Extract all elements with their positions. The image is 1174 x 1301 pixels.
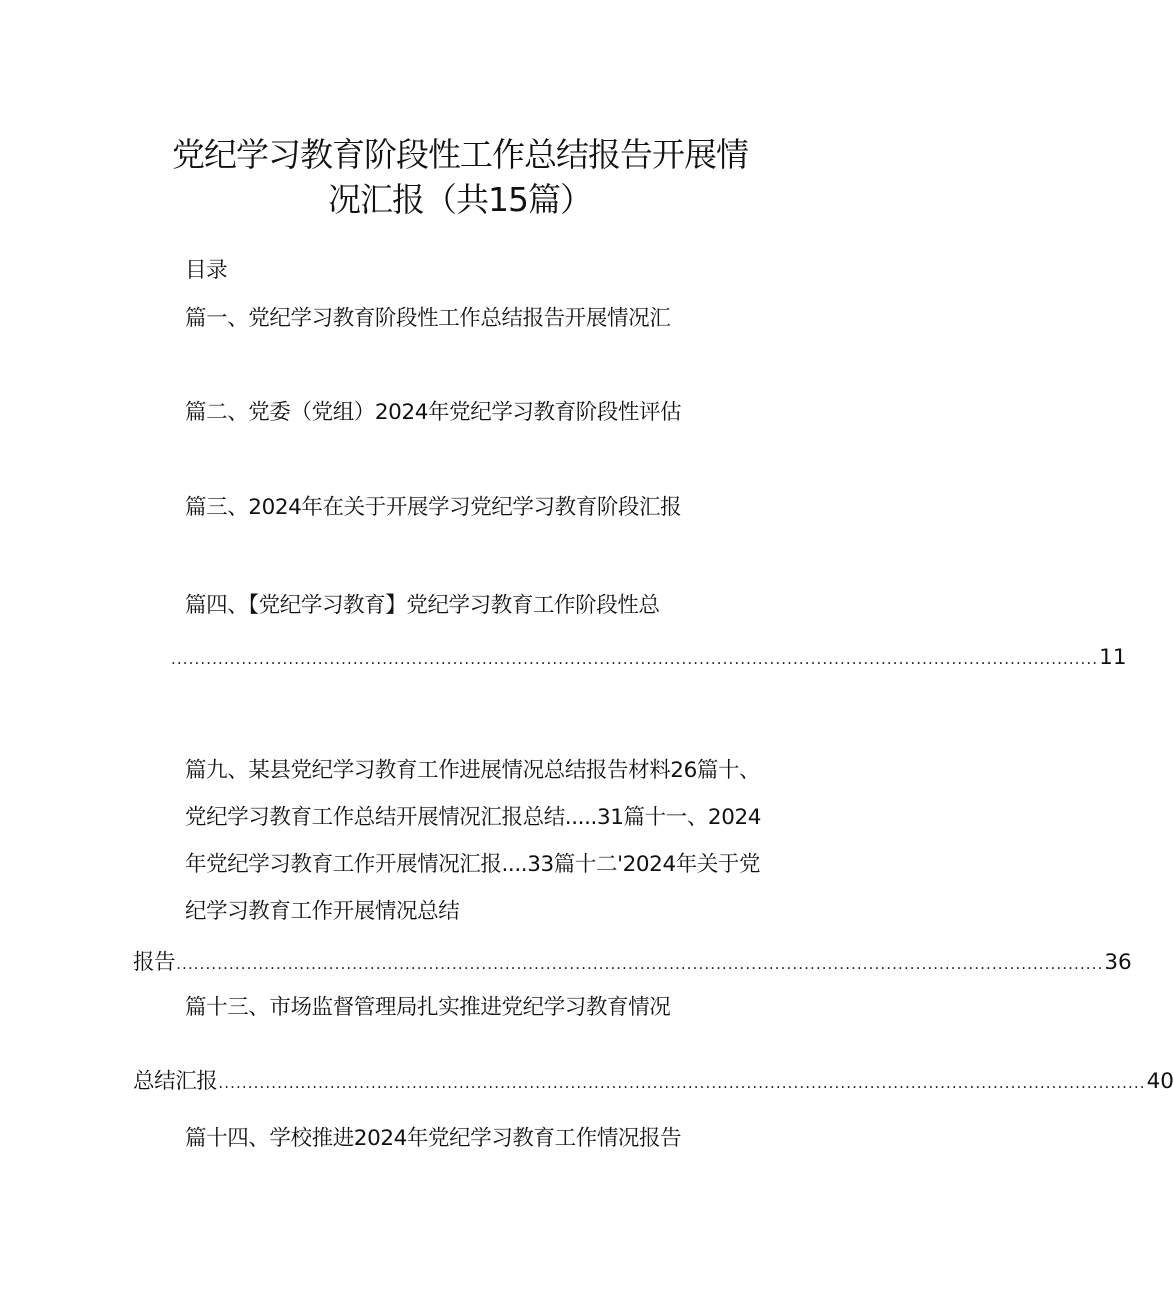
toc-leader-row-entry-4 bbox=[170, 643, 1127, 674]
toc-paragraph-line-1[interactable]: 篇九、某县党纪学习教育工作进展情况总结报告材料26篇十、 bbox=[185, 758, 761, 783]
toc-entry-14[interactable]: 篇十四、学校推进2024年党纪学习教育工作情况报告 bbox=[185, 1126, 682, 1151]
toc-entry-3[interactable]: 篇三、2024年在关于开展学习党纪学习教育阶段汇报 bbox=[185, 495, 682, 520]
dot-leader: .............................................................................................................................................................. bbox=[176, 955, 1104, 973]
toc-entry-text: 总结汇报 bbox=[133, 1069, 218, 1094]
toc-entry-4[interactable]: 篇四、【党纪学习教育】党纪学习教育工作阶段性总 bbox=[185, 593, 660, 618]
toc-entry-13[interactable]: 篇十三、市场监督管理局扎实推进党纪学习教育情况 bbox=[185, 995, 671, 1020]
toc-leader-row-report[interactable] bbox=[133, 948, 1132, 979]
toc-paragraph-line-2[interactable]: 党纪学习教育工作总结开展情况汇报总结.....31篇十一、2024 bbox=[185, 805, 762, 830]
dot-leader: .............................................................................................................................................................. bbox=[171, 650, 1099, 668]
page-number: 40 bbox=[1146, 1069, 1174, 1094]
document-title-line-1: 党纪学习教育阶段性工作总结报告开展情 bbox=[172, 135, 748, 174]
toc-paragraph-line-4[interactable]: 纪学习教育工作开展情况总结 bbox=[185, 899, 460, 924]
toc-heading: 目录 bbox=[185, 258, 228, 283]
page-number: 11 bbox=[1099, 645, 1127, 670]
toc-entry-2[interactable]: 篇二、党委（党组）2024年党纪学习教育阶段性评估 bbox=[185, 400, 682, 425]
document-title-line-2: 况汇报（共15篇） bbox=[328, 180, 592, 219]
page-number: 36 bbox=[1104, 950, 1132, 975]
toc-paragraph-line-3[interactable]: 年党纪学习教育工作开展情况汇报....33篇十二'2024年关于党 bbox=[185, 852, 761, 877]
toc-leader-row-entry-13[interactable] bbox=[133, 1067, 1174, 1098]
toc-entry-1[interactable]: 篇一、党纪学习教育阶段性工作总结报告开展情况汇 bbox=[185, 306, 671, 331]
toc-entry-text: 报告 bbox=[133, 950, 176, 975]
dot-leader: .............................................................................................................................................................. bbox=[218, 1074, 1146, 1092]
